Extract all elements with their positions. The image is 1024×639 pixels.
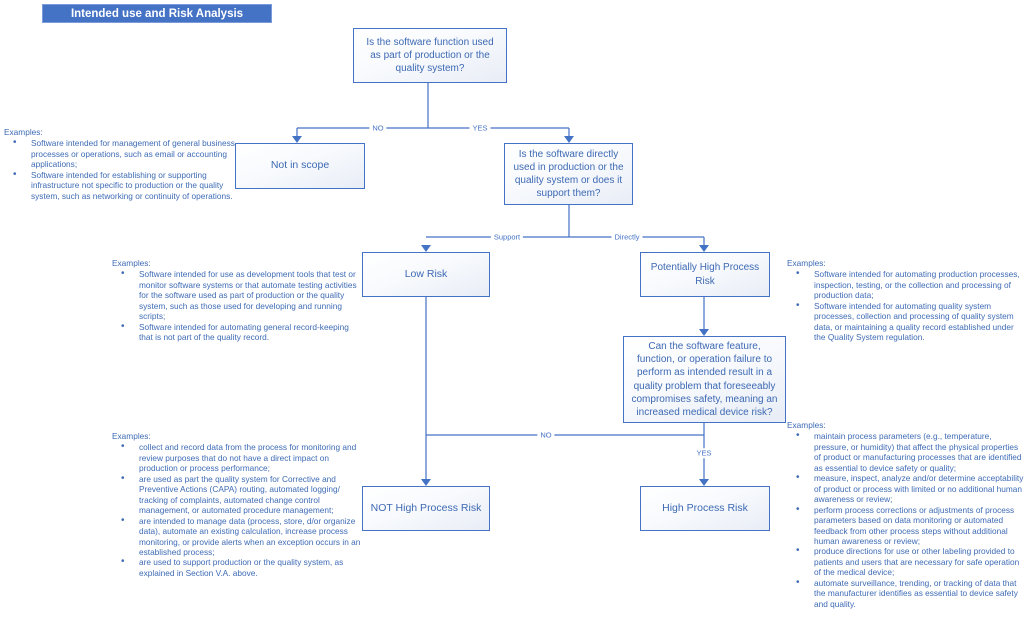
example-item: • Software intended for automating general record-keeping that is not part of the quality record. xyxy=(112,322,358,343)
example-item: • are intended to manage data (process, store, d/or organize data), automate an existing calculation, increase process monitoring, or provide alerts when an exception occurs in an established process; xyxy=(112,516,362,558)
arrowhead xyxy=(699,329,709,336)
examples-heading: Examples: xyxy=(112,431,151,441)
example-item: • Software intended for establishing or supporting infrastructure not specific to production or the quality system, such as networking or continuity of operations. xyxy=(4,170,236,201)
node-potentially-high-process-risk: Potentially High Process Risk xyxy=(640,252,770,297)
edge-label-no: NO xyxy=(369,123,386,133)
example-item: • Software intended for management of general business processes or operations, such as email or accounting applications; xyxy=(4,138,236,169)
examples-list xyxy=(787,269,1024,342)
diagram-title: Intended use and Risk Analysis xyxy=(42,4,272,23)
examples-low-risk xyxy=(112,258,358,343)
arrowhead xyxy=(699,479,709,486)
examples-not-high-process-risk xyxy=(112,431,362,578)
node-question-software-function: Is the software function used as part of production or the quality system? xyxy=(353,28,507,83)
example-item: • collect and record data from the process for monitoring and review purposes that do not have a direct impact on production or process performance; xyxy=(112,442,362,473)
examples-list xyxy=(4,138,236,201)
arrowhead xyxy=(564,136,574,143)
node-low-risk: Low Risk xyxy=(362,252,490,297)
node-not-in-scope: Not in scope xyxy=(235,143,365,189)
examples-list xyxy=(112,269,358,342)
edge-label-no: NO xyxy=(537,430,554,440)
example-item: • measure, inspect, analyze and/or determine acceptability of product or process with limited or no additional human awareness or review; xyxy=(787,473,1024,504)
arrowhead xyxy=(421,245,431,252)
edge-label-yes: YES xyxy=(469,123,490,133)
examples-heading: Examples: xyxy=(4,127,43,137)
examples-potentially-high-process-risk xyxy=(787,258,1024,343)
examples-not-in-scope xyxy=(4,127,236,201)
node-high-process-risk: High Process Risk xyxy=(640,486,770,531)
example-item: • produce directions for use or other labeling provided to patients and users that are necessary for safe operation of the medical device; xyxy=(787,546,1024,577)
node-not-high-process-risk: NOT High Process Risk xyxy=(362,486,490,531)
arrowhead xyxy=(292,136,302,143)
node-question-quality-problem-safety: Can the software feature, function, or operation failure to perform as intended result in a quality problem that foreseeably compromises safety, meaning an increased medical device risk? xyxy=(623,336,786,423)
examples-heading: Examples: xyxy=(787,258,826,268)
edge-label-yes: YES xyxy=(693,448,714,458)
node-question-directly-or-support: Is the software directly used in production or the quality system or does it support them? xyxy=(504,143,633,205)
example-item: • are used as part the quality system for Corrective and Preventive Actions (CAPA) routing, automated logging/ tracking of complaints, automated change control management, or automated procedure management; xyxy=(112,474,362,516)
example-item: • are used to support production or the quality system, as explained in Section V.A. above. xyxy=(112,557,362,578)
examples-heading: Examples: xyxy=(112,258,151,268)
example-item: • Software intended for use as development tools that test or monitor software systems or that automate testing activities for the software used as part of production or the quality system, such as those used for developing and running scripts; xyxy=(112,269,358,321)
examples-list xyxy=(112,442,362,578)
arrowhead xyxy=(421,479,431,486)
arrowhead xyxy=(699,245,709,252)
edge-label-support: Support xyxy=(491,232,523,242)
examples-high-process-risk xyxy=(787,420,1024,609)
example-item: • Software intended for automating production processes, inspection, testing, or the collection and processing of production data; xyxy=(787,269,1024,300)
edge-label-directly: Directly xyxy=(611,232,642,242)
examples-heading: Examples: xyxy=(787,420,826,430)
examples-list xyxy=(787,431,1024,609)
example-item: • automate surveillance, trending, or tracking of data that the manufacturer identifies as essential to device safety and quality. xyxy=(787,578,1024,609)
example-item: • Software intended for automating quality system processes, collection and processing of quality system data, or maintaining a quality record established under the Quality System regulation. xyxy=(787,301,1024,343)
example-item: • maintain process parameters (e.g., temperature, pressure, or humidity) that affect the physical properties of product or manufacturing processes that are identified as essential to device safety or quality; xyxy=(787,431,1024,473)
example-item: • perform process corrections or adjustments of process parameters based on data monitoring or automated feedback from other process steps without additional human awareness or review; xyxy=(787,505,1024,547)
